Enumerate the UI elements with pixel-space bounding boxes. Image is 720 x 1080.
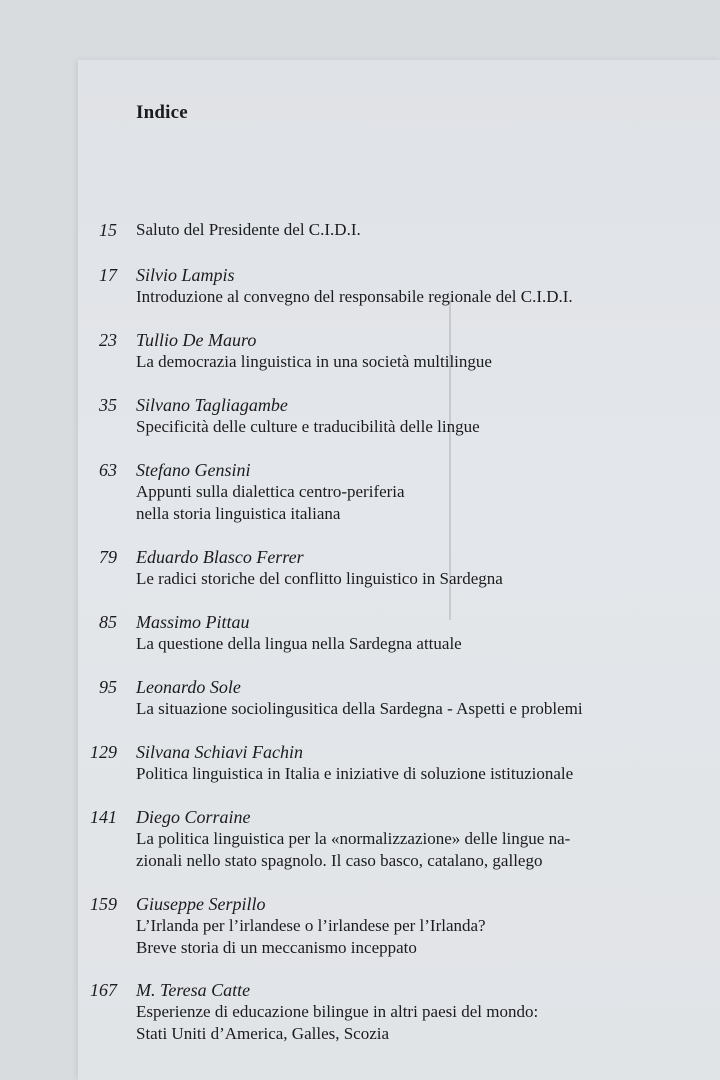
toc-entry-content — [136, 219, 711, 241]
toc-page-number: 159 — [90, 894, 117, 914]
toc-entry-content — [136, 329, 711, 373]
page-title: Indice — [136, 102, 188, 123]
toc-page-number: 35 — [99, 395, 117, 415]
toc-author: Stefano Gensini — [136, 460, 251, 480]
toc-entry-title: Appunti sulla dialettica centro-periferia — [136, 482, 405, 501]
toc-author: Diego Corraine — [136, 807, 251, 827]
toc-page-number: 95 — [99, 677, 117, 697]
toc-entry-title: Breve storia di un meccanismo inceppato — [136, 938, 417, 957]
toc-entry-title: L’Irlanda per l’irlandese o l’irlandese per l’Irlanda? — [136, 916, 486, 935]
toc-page-number: 141 — [90, 807, 117, 827]
toc-page-number: 167 — [90, 980, 117, 1000]
toc-entry-title: Saluto del Presidente del C.I.D.I. — [136, 220, 361, 239]
toc-entry-content — [136, 676, 711, 720]
toc-author: Giuseppe Serpillo — [136, 894, 266, 914]
toc-entry-title: La politica linguistica per la «normalizzazione» delle lingue na- — [136, 829, 571, 848]
toc-page-number: 129 — [90, 742, 117, 762]
toc-entry-title: Esperienze di educazione bilingue in altri paesi del mondo: — [136, 1002, 539, 1021]
toc-entry-title: Introduzione al convegno del responsabile regionale del C.I.D.I. — [136, 287, 573, 306]
toc-entry-content — [136, 459, 711, 525]
toc-entry-title: Politica linguistica in Italia e iniziative di soluzione istituzionale — [136, 764, 574, 783]
toc-entry-title: Le radici storiche del conflitto linguistico in Sardegna — [136, 569, 503, 588]
toc-page-number: 17 — [99, 265, 117, 285]
toc-entry-content — [136, 979, 711, 1045]
toc-entry-content — [136, 741, 711, 785]
toc-page-number: 85 — [99, 612, 117, 632]
toc-entry-content — [136, 806, 711, 872]
toc-entry-content — [136, 264, 711, 308]
toc-entry-content — [136, 546, 711, 590]
toc-author: Eduardo Blasco Ferrer — [136, 547, 304, 567]
toc-entry-content — [136, 611, 711, 655]
toc-entry-title: Stati Uniti d’America, Galles, Scozia — [136, 1024, 390, 1043]
toc-author: Silvana Schiavi Fachin — [136, 742, 303, 762]
toc-entry-title: La questione della lingua nella Sardegna attuale — [136, 634, 462, 653]
toc-entry-title: Specificità delle culture e traducibilità delle lingue — [136, 417, 480, 436]
toc-author: Leonardo Sole — [136, 677, 241, 697]
toc-entry-title: nella storia linguistica italiana — [136, 504, 341, 523]
toc-page-number: 23 — [99, 330, 117, 350]
toc-author: Silvano Tagliagambe — [136, 395, 288, 415]
toc-entry-title: zionali nello stato spagnolo. Il caso basco, catalano, gallego — [136, 851, 543, 870]
toc-author: Tullio De Mauro — [136, 330, 257, 350]
toc-page-number: 79 — [99, 547, 117, 567]
toc-page-number: 15 — [99, 220, 117, 240]
toc-entry-content — [136, 893, 711, 959]
toc-entry-title: La democrazia linguistica in una società multilingue — [136, 352, 492, 371]
toc-author: Massimo Pittau — [136, 612, 250, 632]
toc-author: M. Teresa Catte — [136, 980, 251, 1000]
toc-entry-content — [136, 394, 711, 438]
toc-entry-title: La situazione sociolingusitica della Sardegna - Aspetti e problemi — [136, 699, 583, 718]
toc-author: Silvio Lampis — [136, 265, 235, 285]
toc-page-number: 63 — [99, 460, 117, 480]
